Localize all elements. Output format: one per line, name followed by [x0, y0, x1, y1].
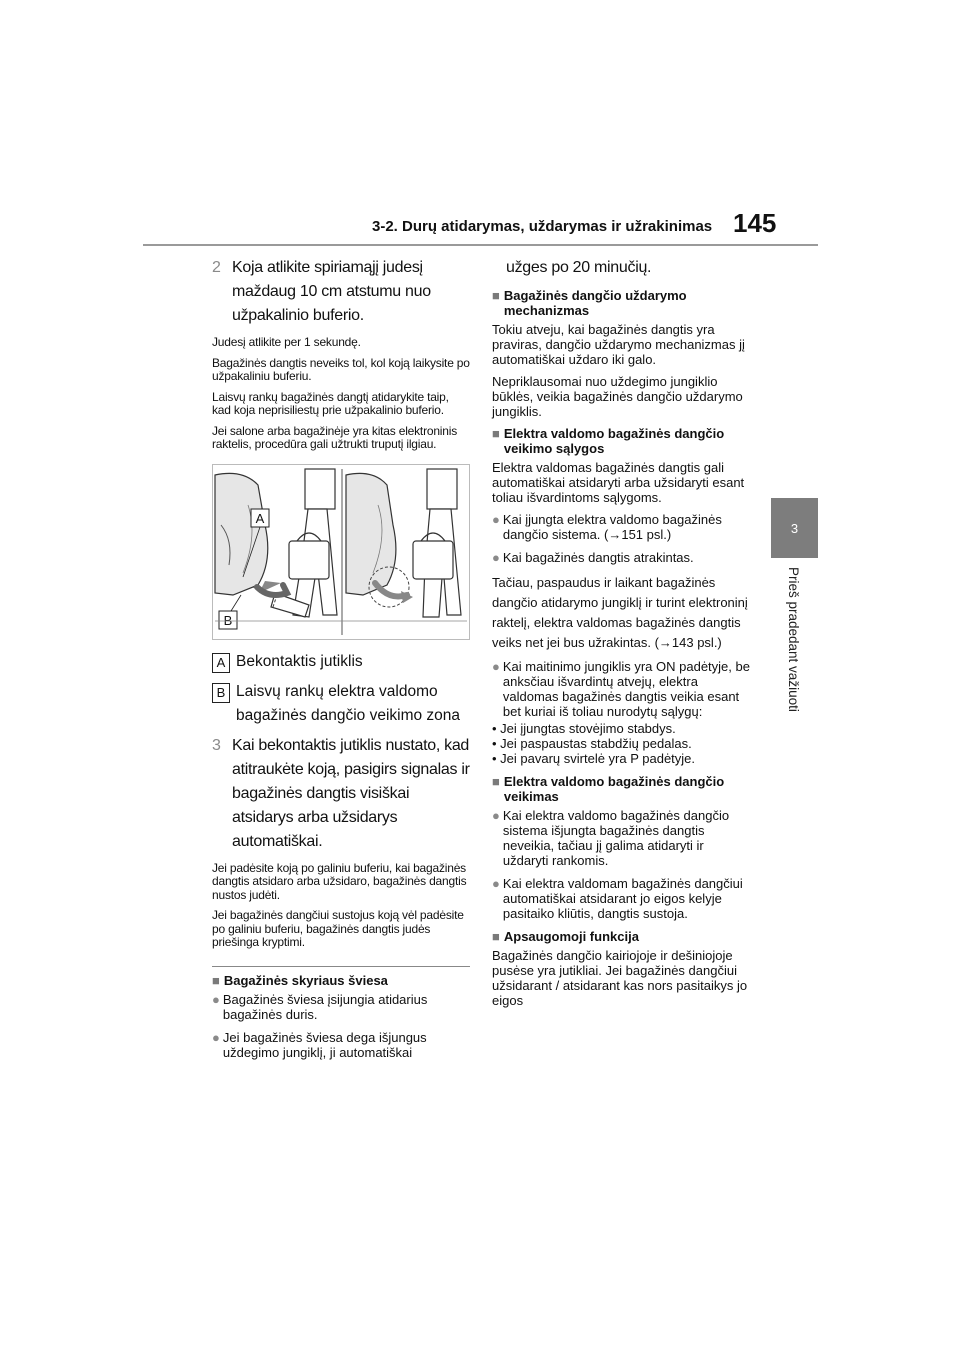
list-item — [212, 992, 470, 1022]
svg-text:A: A — [255, 510, 265, 526]
section-heading — [492, 426, 750, 456]
note: Jei salone arba bagažinėje yra kitas elektroninis raktelis, procedūra gali užtrukti truputį ilgiau. — [212, 423, 458, 451]
paragraph: Tokiu atveju, kai bagažinės dangtis yra praviras, dangčio uždarymo mechanizmas jį automatiškai uždaro iki galo. — [492, 322, 745, 367]
circle-bullet-icon: ● — [492, 512, 500, 527]
paragraph: Nepriklausomai nuo uždegimo jungiklio būklės, veikia bagažinės dangčio uždarymo jungiklis. — [492, 374, 743, 419]
note: Laisvų rankų bagažinės dangtį atidarykite taip, kad koja neprisiliestų prie užpakalinio buferio. — [212, 389, 449, 417]
circle-bullet-icon: ● — [492, 659, 500, 674]
note: Judesį atlikite per 1 sekundę. — [212, 335, 361, 349]
list-item-text: Kai maitinimo jungiklis yra ON padėtyje, be anksčiau išvardintų atvejų, elektra valdomas bagažinės dangtis veikia esant bet kuriai iš toliau nurodytų sąlygų: — [502, 659, 750, 719]
list-item-text: Kai elektra valdomo bagažinės dangčio sistema išjungta bagažinės dangtis neveikia, tačiau jį galima atidaryti ir uždaryti rankomis. — [502, 808, 730, 868]
step-number: 2 — [212, 259, 221, 276]
list-item-text: Jei bagažinės šviesa dega išjungus uždegimo jungiklį, ji automatiškai — [222, 1029, 427, 1060]
square-bullet-icon: ■ — [492, 929, 500, 944]
callout-text: Bekontaktis jutiklis — [236, 652, 363, 670]
left-column — [212, 256, 470, 1068]
chapter-tab: 3 — [771, 498, 818, 558]
list-item — [492, 512, 750, 542]
list-item — [492, 659, 750, 719]
circle-bullet-icon: ● — [212, 991, 220, 1007]
illustration-drawing — [213, 465, 469, 639]
list-item: • Jei pavarų svirtelė yra P padėtyje. — [492, 751, 696, 766]
square-bullet-icon: ■ — [212, 972, 220, 988]
note: Bagažinės dangtis neveiks tol, kol koją laikysite po užpakaliniu buferiu. — [212, 355, 470, 383]
list-item — [212, 1030, 470, 1060]
kick-sensor-illustration — [212, 464, 470, 640]
callout-letter: A — [212, 653, 230, 673]
heading-text: Bagažinės skyriaus šviesa — [223, 972, 388, 988]
step-number: 3 — [212, 736, 221, 754]
square-bullet-icon: ■ — [492, 774, 500, 789]
heading-text: Elektra valdomo bagažinės dangčio veikimo sąlygos — [503, 426, 725, 456]
list-item-text: Kai bagažinės dangtis atrakintas. — [502, 550, 694, 565]
note: Jei bagažinės dangčiui sustojus koją vėl padėsite po galiniu buferiu, bagažinės dangtis judės priešinga kryptimi. — [212, 908, 464, 949]
header-divider — [143, 244, 818, 246]
section-header-title: 3-2. Durų atidarymas, uždarymas ir užrakinimas — [372, 218, 713, 235]
list-item-text: Kai įjungta elektra valdomo bagažinės dangčio sistema. (→151 psl.) — [502, 512, 722, 542]
list-item — [492, 550, 750, 565]
circle-bullet-icon: ● — [492, 808, 500, 823]
step-text: Kai bekontaktis jutiklis nustato, kad atitraukėte koją, pasigirs signalas ir bagažinės dangtis visiškai atsidarys arba užsidarys automatiškai. — [232, 736, 470, 850]
condition-list — [492, 721, 750, 766]
heading-text: Elektra valdomo bagažinės dangčio veikimas — [503, 774, 725, 804]
square-bullet-icon: ■ — [492, 426, 500, 441]
paragraph: Elektra valdomas bagažinės dangtis gali automatiškai atsidaryti arba užsidaryti esant toliau išvardintoms sąlygoms. — [492, 460, 745, 505]
section-heading — [492, 929, 750, 944]
svg-text:B: B — [223, 612, 233, 628]
section-heading — [492, 774, 750, 804]
list-item — [492, 808, 750, 868]
continued-text: užges po 20 minučių. — [506, 259, 652, 276]
list-item — [492, 876, 750, 921]
list-item-text: Kai elektra valdomam bagažinės dangčiui automatiškai atsidarant jo eigos kelyje pasitaiko kliūtis, dangtis sustoja. — [502, 876, 743, 921]
circle-bullet-icon: ● — [492, 876, 500, 891]
callout-letter: B — [212, 683, 230, 703]
list-item: • Jei paspaustas stabdžių pedalas. — [492, 736, 692, 751]
section-heading — [492, 288, 750, 318]
paragraph: Tačiau, paspaudus ir laikant bagažinės dangčio atidarymo jungiklį ir turint elektroninį raktelį, elektra valdomas bagažinės dangtis veiks net jei bus užrakintas. (→143 psl.) — [492, 575, 748, 650]
callout-a — [212, 650, 470, 674]
paragraph: Bagažinės dangčio kairiojoje ir dešiniojoje pusėse yra jutikliai. Jei bagažinės dangčiui užsidarant / atsidarant kas nors pasitaikys jo eigos — [492, 948, 748, 1008]
callout-b — [212, 680, 470, 728]
note: Jei padėsite koją po galiniu buferiu, kai bagažinės dangtis atsidaro arba užsidaro, bagažinės dangtis nustos judėti. — [212, 860, 467, 902]
chapter-label: Prieš pradedant važiuoti — [786, 567, 801, 712]
heading-text: Bagažinės dangčio uždarymo mechanizmas — [503, 288, 687, 318]
heading-text: Apsaugomoji funkcija — [503, 929, 639, 944]
section-divider — [212, 966, 470, 967]
list-item: • Jei įjungtas stovėjimo stabdys. — [492, 721, 676, 736]
circle-bullet-icon: ● — [492, 550, 500, 565]
section-heading — [212, 973, 470, 988]
square-bullet-icon: ■ — [492, 288, 500, 303]
step-2 — [212, 256, 470, 328]
step-3 — [212, 734, 470, 854]
circle-bullet-icon: ● — [212, 1029, 220, 1045]
right-column — [492, 256, 750, 1015]
step-text: Koja atlikite spiriamąjį judesį maždaug 10 cm atstumu nuo užpakalinio buferio. — [232, 259, 431, 324]
callout-text: Laisvų rankų elektra valdomo bagažinės dangčio veikimo zona — [236, 682, 461, 724]
list-item-text: Bagažinės šviesa įsijungia atidarius bagažinės duris. — [222, 991, 428, 1022]
page-number: 145 — [733, 208, 777, 238]
